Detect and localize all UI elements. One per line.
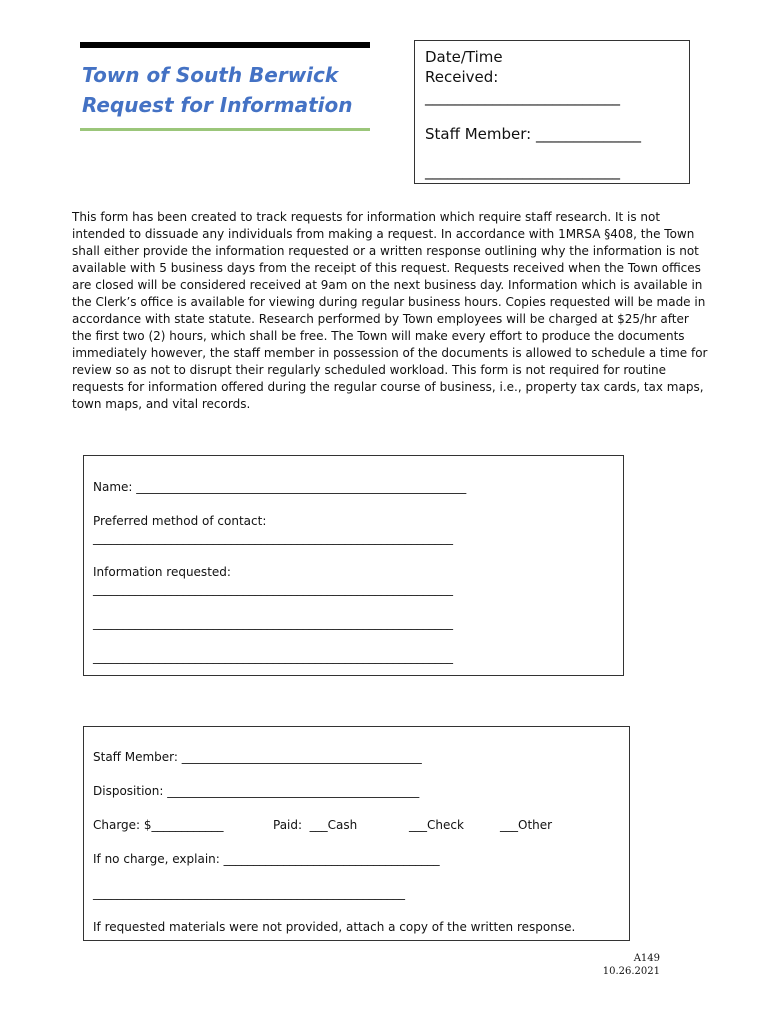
attach-note: If requested materials were not provided, attach a copy of the written response. [93, 920, 576, 934]
received-box [414, 40, 690, 184]
form-code: A149 [633, 953, 660, 964]
staff-box [83, 726, 630, 941]
title-block [80, 42, 370, 131]
paid-check-option[interactable]: ___Check [409, 818, 464, 832]
info-field-2[interactable]: ____________________________________________________________ [93, 616, 453, 630]
intro-paragraph: This form has been created to track requests for information which require staff research. It is not intended to dissuade any individuals from making a request. In accordance with 1MRSA §408, the Town shall either provide the information requested or a written response outlining why the information is not available with 5 business days from the receipt of this request. Requests received when the Town offices are closed will be considered received at 9am on the next business day. Information which is available in the Clerk’s office is available for viewing during regular business hours. Copies requested will be made in accordance with state statute. Research performed by Town employees will be charged at $25/hr after the first two (2) hours, which shall be free. The Town will make every effort to produce the documents immediately however, the staff member in possession of the documents is allowed to schedule a time for review so as not to disrupt their regularly scheduled workload. This form is not required for routine requests for information offered during the regular course of business, i.e., property tax cards, tax maps, town maps, and vital records. [72, 210, 708, 411]
contact-field[interactable]: ____________________________________________________________ [93, 531, 453, 545]
title-top-rule [80, 42, 370, 48]
requester-box [83, 455, 624, 676]
paid-other-option[interactable]: ___Other [500, 818, 553, 832]
received-extra-field[interactable]: __________________________ [425, 162, 620, 180]
footer [560, 952, 660, 978]
no-charge-field[interactable]: If no charge, explain: ____________________________________ [93, 852, 440, 866]
disposition-field[interactable]: Disposition: __________________________________________ [93, 784, 420, 798]
received-label: Received: [425, 68, 499, 86]
no-charge-extra-line[interactable]: ____________________________________________________ [93, 886, 405, 900]
received-date-label: Date/Time [425, 48, 503, 66]
received-date-field[interactable]: __________________________ [425, 88, 620, 106]
title-bottom-rule [80, 128, 370, 131]
info-field-3[interactable]: ____________________________________________________________ [93, 650, 453, 664]
info-label: Information requested: [93, 565, 231, 579]
staff-member-field[interactable]: Staff Member: ________________________________________ [93, 750, 422, 764]
received-staff-field[interactable]: Staff Member: ______________ [425, 125, 641, 143]
form-date: 10.26.2021 [602, 966, 660, 977]
info-field-1[interactable]: ____________________________________________________________ [93, 582, 453, 596]
name-field[interactable]: Name: _______________________________________________________ [93, 480, 467, 494]
title-line-2: Request for Information [82, 93, 353, 117]
page-title [82, 60, 370, 120]
charge-field[interactable]: Charge: $____________ [93, 818, 224, 832]
title-line-1: Town of South Berwick [82, 63, 339, 87]
paid-cash-option[interactable]: Paid: ___Cash [273, 818, 358, 832]
contact-label: Preferred method of contact: [93, 514, 267, 528]
